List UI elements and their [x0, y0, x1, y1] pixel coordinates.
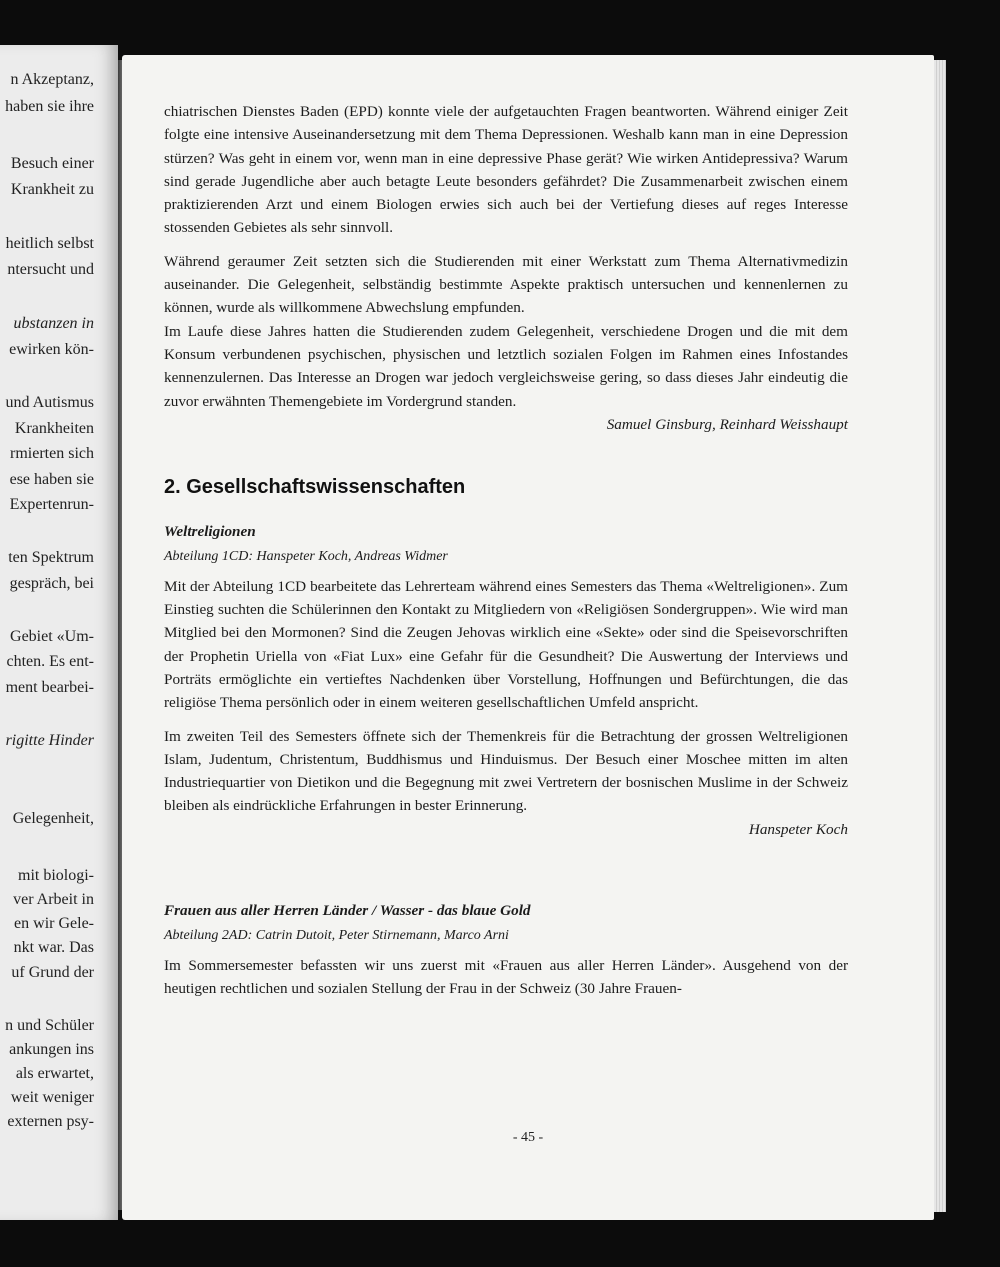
left-page-line: Krankheiten	[14, 420, 94, 437]
left-page-line: Gebiet «Um-	[10, 628, 94, 645]
left-page-line: heitlich selbst	[5, 235, 94, 252]
left-page-line: Expertenrun-	[9, 496, 94, 513]
page-content	[164, 100, 848, 1000]
left-page-line: rigitte Hinder	[5, 732, 94, 749]
left-page-line: Krankheit zu	[10, 181, 94, 198]
left-page-line: ubstanzen in	[13, 315, 94, 332]
left-page	[0, 45, 118, 1220]
left-page-line: rmierten sich	[10, 445, 94, 462]
article1-paragraph-2: Im zweiten Teil des Semesters öffnete sich der Themenkreis für die Betrachtung der grossen Weltreligionen Islam, Judentum, Christentum, Buddhismus und Hinduismus. Der Besuch einer Moschee mitten im alten Industriequartier von Dietikon und die Begegnung mit zwei Vertretern der bosnischen Muslime in der Schweiz bleiben als eindrückliche Erfahrungen in bester Erinnerung.	[164, 727, 848, 815]
article-title-weltreligionen: Weltreligionen	[164, 523, 256, 541]
left-page-line: ntersucht und	[7, 261, 94, 278]
left-page-line: ment bearbei-	[5, 679, 94, 696]
left-page-line: ver Arbeit in	[13, 891, 94, 908]
left-page-line: Gelegenheit,	[12, 810, 94, 827]
right-page	[122, 55, 934, 1220]
left-page-line: n Akzeptanz,	[10, 71, 94, 88]
article1-paragraph-1: Mit der Abteilung 1CD bearbeitete das Lehrerteam während eines Semesters das Thema «Weltreligionen». Zum Einstieg suchten die Schülerinnen den Kontakt zu Mitgliedern von «Religiösen Sondergruppen». Wie wird man Mitglied bei den Mormonen? Sind die Zeugen Jehovas wirklich eine «Sekte» oder sind die Speisevorschriften der Prophetin Uriella von «Fiat Lux» eine Gefahr für die Gesundheit? Die Auswertung der Interviews und Porträts ermöglichte ein vertieftes Nachdenken über Vorstellung, Hoffnungen und Befürchtungen, die das religiöse Thema persönlich oder in einem weiteren gesellschaftlichen Umfeld anspricht.	[164, 577, 848, 712]
left-page-line: haben sie ihre	[5, 98, 94, 115]
article-department: Abteilung 1CD: Hanspeter Koch, Andreas Widmer	[164, 549, 448, 565]
left-page-line: en wir Gele-	[14, 915, 94, 932]
left-page-line: n und Schüler	[5, 1017, 94, 1034]
left-page-line: gespräch, bei	[9, 575, 94, 592]
left-page-line: nkt war. Das	[13, 939, 94, 956]
left-page-line: externen psy-	[7, 1113, 94, 1130]
left-page-line: ese haben sie	[9, 471, 94, 488]
section-heading: 2. Gesellschaftswissenschaften	[164, 476, 466, 499]
left-page-line: Besuch einer	[10, 155, 94, 172]
article-title-frauen: Frauen aus aller Herren Länder / Wasser - das blaue Gold	[164, 902, 531, 920]
intro-paragraph-2: Während geraumer Zeit setzten sich die Studierenden mit einer Werkstatt zum Thema Alternativmedizin auseinander. Die Gelegenheit, selbständig bestimmte Aspekte praktisch untersuchen und kennenlernen zu können, wurde als willkommene Abwechslung empfunden.	[164, 252, 848, 317]
left-page-line: als erwartet,	[15, 1065, 94, 1082]
article2-paragraph-1: Im Sommersemester befassten wir uns zuerst mit «Frauen aus aller Herren Länder». Ausgehend von der heutigen rechtlichen und sozialen Stellung der Frau in der Schweiz (30 Jahre Frauen-	[164, 956, 848, 997]
left-page-line: chten. Es ent-	[6, 653, 94, 670]
left-page-line: weit weniger	[10, 1089, 94, 1106]
intro-paragraph-1: chiatrischen Dienstes Baden (EPD) konnte viele der aufgetauchten Fragen beantworten. Während einiger Zeit folgte eine intensive Auseinandersetzung mit dem Thema Depressionen. Weshalb kann man in eine Depression stürzen? Was geht in einem vor, wenn man in eine depressive Phase gerät? Wie wirken Antidepressiva? Warum sind gerade Jugendliche aber auch betagte Leute besonders gefährdet? Die Zusammenarbeit zwischen einem praktizierenden Arzt und einem Biologen erwies sich auch bei der Vertiefung dieses auf reges Interesse stossenden Gebietes als sehr sinnvoll.	[164, 103, 848, 237]
left-page-line: ankungen ins	[9, 1041, 94, 1058]
intro-signature: Samuel Ginsburg, Reinhard Weisshaupt	[606, 415, 848, 433]
left-page-line: uf Grund der	[11, 964, 94, 981]
left-page-line: und Autismus	[5, 394, 94, 411]
intro-paragraph-3: Im Laufe diese Jahres hatten die Studierenden zudem Gelegenheit, verschiedene Drogen und die mit dem Konsum verbundenen psychischen, physischen und letztlich sozialen Folgen im Rahmen eines Infostandes kennenzulernen. Das Interesse an Drogen war jedoch vergleichsweise gering, so dass dieses Jahr eindeutig die zuvor erwähnten Themengebiete im Vordergrund standen.	[164, 322, 848, 410]
left-page-line: ewirken kön-	[9, 341, 94, 358]
left-page-line: mit biologi-	[18, 867, 94, 884]
article1-signature: Hanspeter Koch	[748, 820, 848, 838]
article2-department: Abteilung 2AD: Catrin Dutoit, Peter Stirnemann, Marco Arni	[164, 928, 509, 944]
left-page-line: ten Spektrum	[8, 549, 94, 566]
page-number: - 45 -	[512, 1130, 544, 1145]
